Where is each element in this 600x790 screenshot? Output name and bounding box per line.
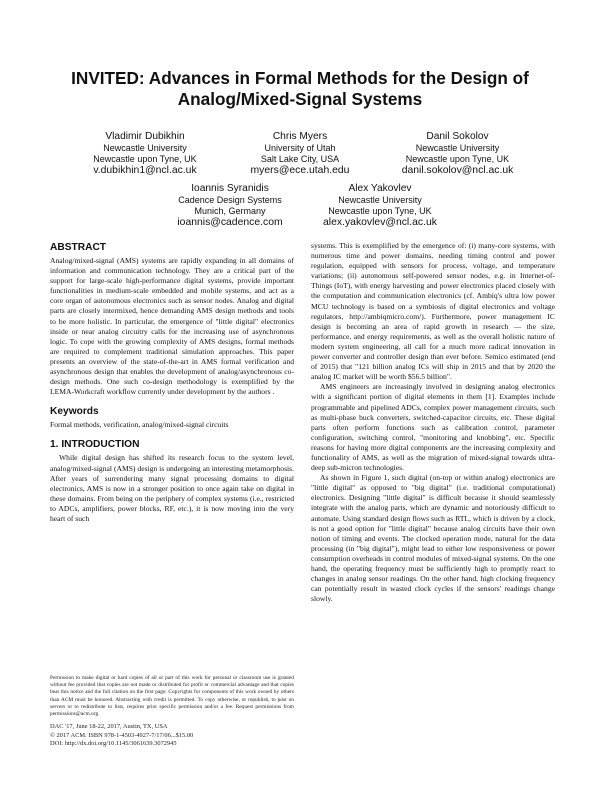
introduction-text: While digital design has shifted its research focus to the system level, analog/mixed-signal (AMS) design is undergoing an interesting metamorphosis. After years of surrendering many signal processing domains to digital electronics, AMS is now in a stronger position to once again take on digital in these domains. From being on the periphery of complex systems (i.e., restricted to ADCs, amplifiers, power blocks, RF, etc.), it is now moving into the very heart of such bbox=[50, 453, 294, 523]
abstract-heading: ABSTRACT bbox=[50, 242, 107, 253]
author-location: Newcastle upon Tyne, UK bbox=[93, 154, 197, 164]
author-location: Newcastle upon Tyne, UK bbox=[405, 154, 510, 164]
author-name: Danil Sokolov bbox=[426, 131, 489, 142]
author-affiliation: Newcastle University bbox=[103, 143, 187, 153]
introduction-heading: 1. INTRODUCTION bbox=[50, 439, 140, 451]
author-email[interactable]: v.dubikhin1@ncl.ac.uk bbox=[93, 165, 197, 176]
author-name: Vladimir Dubikhin bbox=[105, 131, 185, 142]
author-affiliation: Cadence Design Systems bbox=[178, 195, 282, 205]
author-location: Munich, Germany bbox=[194, 206, 266, 216]
permission-notice: Permission to make digital or hard copies of all or part of this work for personal or classroom use is granted without fee provided that copies are not made or distributed for profit or commercial advantage and that copies bear this notice and the full citation on the first page. Copyrights for components of this work owned by others than ACM must be honored. Abstracting with credit is permitted. To copy otherwise, or republish, to post on servers or to redistribute to lists, requires prior specific permission and/or a fee. Request permissions from permissions@acm.org. bbox=[50, 675, 294, 718]
footnote bbox=[50, 675, 294, 749]
author-location: Newcastle upon Tyne, UK bbox=[328, 206, 432, 216]
author-affiliation: Newcastle University bbox=[338, 195, 422, 205]
author-name: Ioannis Syranidis bbox=[191, 183, 269, 194]
author-location: Salt Lake City, USA bbox=[260, 154, 340, 164]
keywords-heading: Keywords bbox=[50, 406, 99, 418]
author-email[interactable]: alex.yakovlev@ncl.ac.uk bbox=[323, 217, 437, 228]
author-block bbox=[295, 183, 465, 229]
author-affiliation: Newcastle University bbox=[415, 143, 500, 153]
author-block bbox=[215, 131, 385, 177]
copyright-notice: © 2017 ACM. ISBN 978-1-4503-4927-7/17/06...$15.00 bbox=[50, 731, 194, 739]
left-column bbox=[50, 241, 294, 524]
body-paragraph: systems. This is exemplified by the emergence of: (i) many-core systems, with numerous time and power domains, needing timing control and power regulation, equipped with sensors for process, voltage, and temperature variations; (ii) autonomous self-powered sensor nodes, e.g. in Internet-of-Things (IoT), with energy harvesting and power electronics placed closely with the computation and communication electronics (cf. Ambiq's ultra low power MCU technology is based on a symbiosis of digital electronics and voltage regulators, http://ambiqmicro.com/). Furthermore, power management IC design is becoming an area of rapid growth in research — the size, performance, and energy requirements, as well as the overall holistic nature of modern system engineering, all call for a much more radical innovation in power converter and controller design than ever before. Semico estimated (end of 2015) that "121 billion analog ICs will ship in 2015 and that by 2020 the analog IC market will be worth $56.5 billion". bbox=[311, 241, 555, 382]
author-email[interactable]: ioannis@cadence.com bbox=[177, 217, 283, 228]
title-line-1: INVITED: Advances in Formal Methods for the Design of bbox=[71, 68, 529, 88]
author-block bbox=[370, 131, 545, 177]
body-paragraph: As shown in Figure 1, such digital (on-top or within analog) electronics are "little digital" as opposed to "big digital" (i.e. traditional computational) electronics. Designing "little digital" is difficult because it should seamlessly integrate with the analog parts, which are dynamic and notoriously difficult to automate. Using standard design flows such as RTL, which is driven by a clock, is not a good option for "little digital" because analog circuits have their own notion of timing and events. The clocked operation mode, natural for the data processing (in "big digital"), might lead to either low responsiveness or power consumption overheads in control modules of mixed-signal systems. On the one hand, the operating frequency must be sufficiently high to promptly react to changes in analog sensor readings. On the other hand, high clocking frequency can potentially result in wasted clock cycles if the sensors' readings change slowly. bbox=[311, 473, 555, 604]
author-name: Chris Myers bbox=[272, 131, 328, 142]
author-affiliation: University of Utah bbox=[264, 143, 336, 153]
author-email[interactable]: myers@ece.utah.edu bbox=[250, 165, 350, 176]
author-block bbox=[150, 183, 310, 229]
paper-title bbox=[40, 68, 560, 110]
body-paragraph: AMS engineers are increasingly involved in designing analog electronics with a significant portion of digital elements in them [1]. Examples include programmable and pipelined ADCs, complex power management circuits, such as multi-phase buck converters, switched-capacitor circuits, etc. These digital parts often perform functions such as calibration control, parameter configuration, switching control, "monitoring and knobbing", etc. Specific reasons for having more digital components are the increasing complexity and functionality of AMS, as well as the migration of mixed-signal towards ultra-deep sub-micron technologies. bbox=[311, 382, 555, 473]
keywords-text: Formal methods, verification, analog/mixed-signal circuits bbox=[50, 420, 229, 430]
abstract-text: Analog/mixed-signal (AMS) systems are rapidly expanding in all domains of information and communication technology. They are a critical part of the support for large-scale high-performance digital systems, provide important functionalities in medium-scale embedded and mobile systems, and act as a core organ of autonomous electronics such as sensor nodes. Analog and digital parts are closely intermixed, hence demanding AMS design methods and tools to be more holistic. In particular, the emergence of "little digital" electronics inside or near analog circuitry calls for the increasing use of asynchronous logic. To cope with the growing complexity of AMS designs, formal methods are required to complement traditional simulation approaches. This paper presents an overview of the state-of-the-art in AMS formal verification and asynchronous design that enables the development of analog/asynchronous co-design methods. One such co-design methodology is exemplified by the LEMA-Workcraft workflow currently under development by the authors . bbox=[50, 256, 294, 397]
right-column bbox=[311, 241, 555, 604]
conference-info: DAC '17, June 18-22, 2017, Austin, TX, USA bbox=[50, 723, 168, 731]
author-name: Alex Yakovlev bbox=[348, 183, 412, 194]
author-email[interactable]: danil.sokolov@ncl.ac.uk bbox=[401, 165, 514, 176]
doi-link[interactable]: DOI: http://dx.doi.org/10.1145/3061639.3072945 bbox=[50, 740, 177, 748]
title-line-2: Analog/Mixed-Signal Systems bbox=[177, 89, 423, 109]
author-block bbox=[60, 131, 230, 177]
